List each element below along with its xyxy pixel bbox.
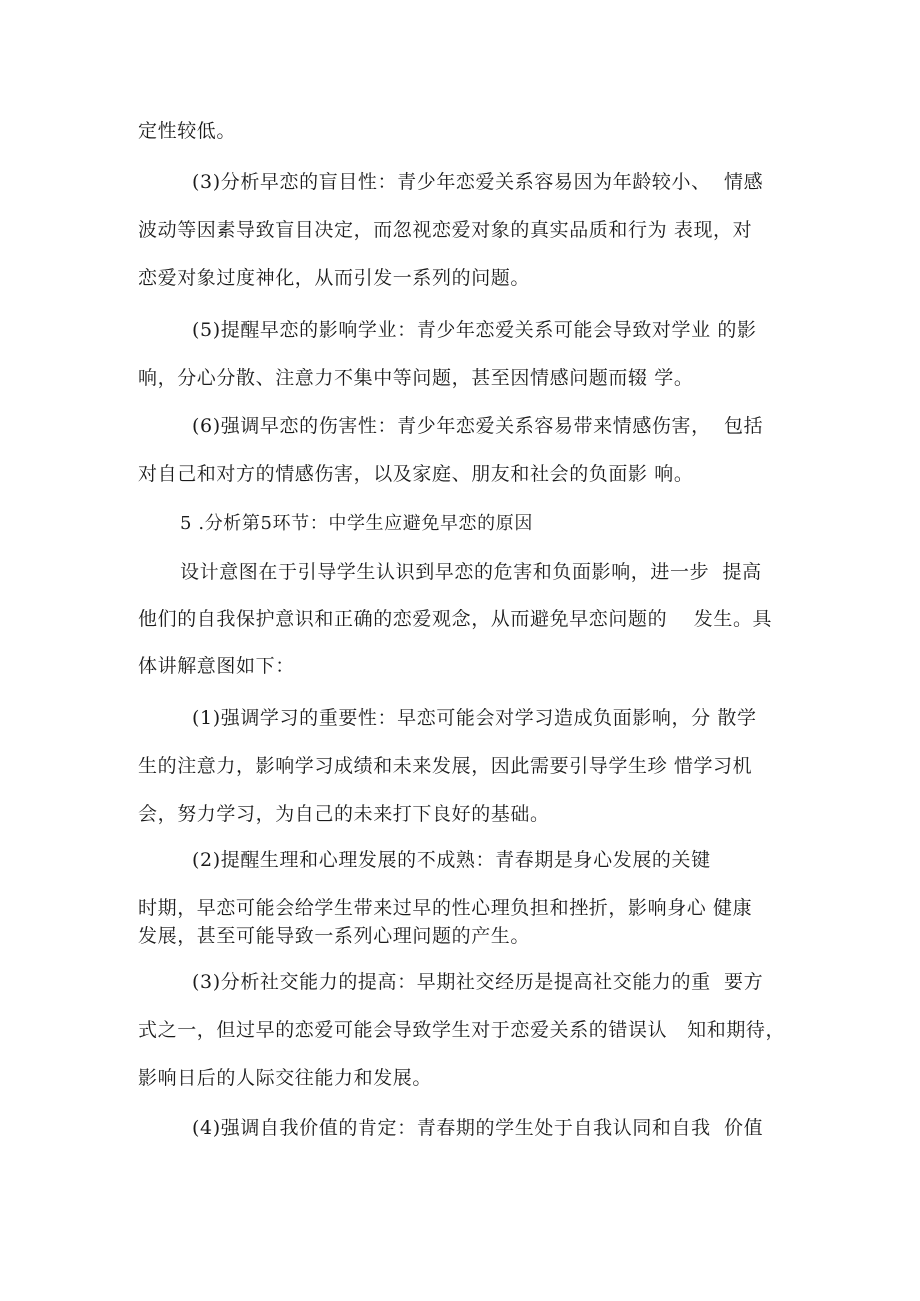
text-line: 会，努力学习，为自己的未来打下良好的基础。 bbox=[138, 803, 550, 825]
section-heading: 5 .分析第5环节：中学生应避免早恋的原因 bbox=[180, 513, 533, 534]
text-line: 恋爱对象过度神化，从而引发一系列的问题。 bbox=[138, 267, 531, 289]
text-line: 时期，早恋可能会给学生带来过早的性心理负担和挫折，影响身心 健康 bbox=[138, 897, 753, 919]
text-line: (3)分析早恋的盲目性：青少年恋爱关系容易因为年龄较小、 情感 bbox=[192, 171, 764, 193]
text-line: 影响日后的人际交往能力和发展。 bbox=[138, 1067, 433, 1089]
text-line: (3)分析社交能力的提高：早期社交经历是提高社交能力的重 要方 bbox=[192, 971, 764, 993]
text-line: (4)强调自我价值的肯定：青春期的学生处于自我认同和自我 价值 bbox=[192, 1117, 764, 1139]
text-line: 发展，甚至可能导致一系列心理问题的产生。 bbox=[138, 925, 531, 947]
text-line: (1)强调学习的重要性：早恋可能会对学习造成负面影响，分 散学 bbox=[192, 707, 757, 729]
text-line: (2)提醒生理和心理发展的不成熟：青春期是身心发展的关键 bbox=[192, 849, 711, 871]
text-line: 波动等因素导致盲目决定，而忽视恋爱对象的真实品质和行为 表现，对 bbox=[138, 219, 753, 241]
text-line: 体讲解意图如下： bbox=[138, 655, 295, 677]
text-line: 对自己和对方的情感伤害，以及家庭、朋友和社会的负面影 响。 bbox=[138, 463, 694, 485]
text-line: 生的注意力，影响学习成绩和未来发展，因此需要引导学生珍 惜学习机 bbox=[138, 755, 753, 777]
text-line: 响，分心分散、注意力不集中等问题，甚至因情感问题而辍 学。 bbox=[138, 367, 694, 389]
text-line: (5)提醒早恋的影响学业：青少年恋爱关系可能会导致对学业 的影 bbox=[192, 319, 757, 341]
text-line: 式之一，但过早的恋爱可能会导致学生对于恋爱关系的错误认 知和期待， bbox=[138, 1019, 786, 1041]
text-line: 他们的自我保护意识和正确的恋爱观念，从而避免早恋问题的 发生。具 bbox=[138, 608, 773, 630]
text-line: (6)强调早恋的伤害性：青少年恋爱关系容易带来情感伤害， 包括 bbox=[192, 415, 764, 437]
text-line: 设计意图在于引导学生认识到早恋的危害和负面影响，进一步 提高 bbox=[180, 561, 762, 583]
text-line: 定性较低。 bbox=[138, 120, 237, 142]
